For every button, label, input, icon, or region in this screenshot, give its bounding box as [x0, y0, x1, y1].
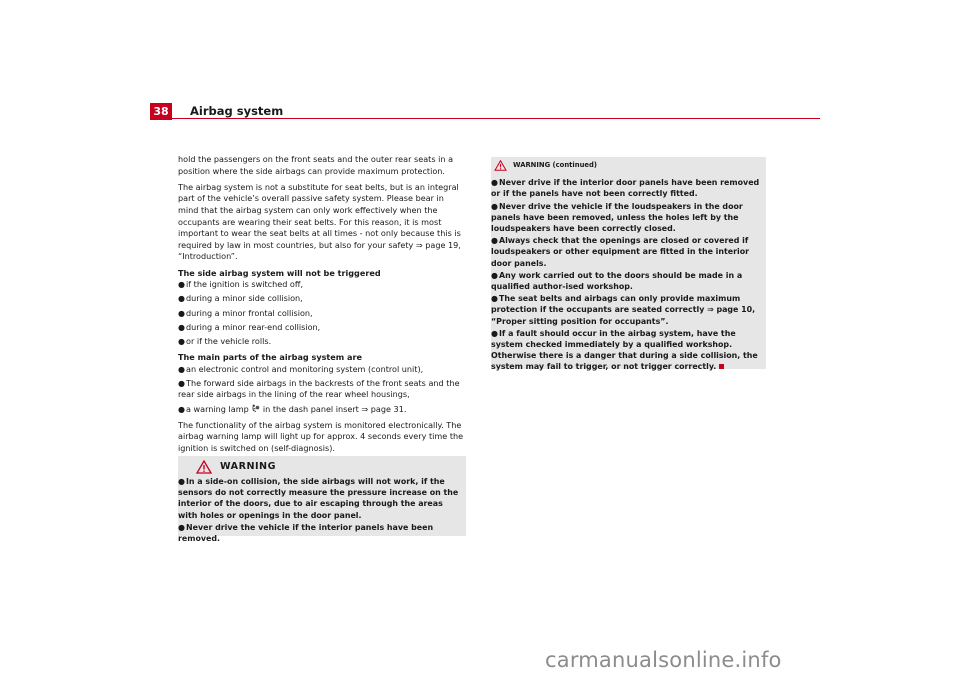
bullet-icon: ●	[491, 178, 498, 188]
warning-triangle-icon	[196, 460, 212, 474]
warning-continued-list	[491, 177, 766, 372]
left-column	[178, 154, 466, 459]
bullet-icon: ●	[491, 236, 498, 246]
self-diagnosis-paragraph: The functionality of the airbag system is monitored electronically. The airbag warning lamp will light up for approx. 4 seconds every time the ignition is switched on (self-diagnosis).	[178, 419, 464, 453]
warning-item: ●Never drive if the interior door panels have been removed or if the panels have not been correctly fitted.	[491, 178, 760, 199]
warning-item: ●If a fault should occur in the airbag system, have the system checked immediately by a qualified workshop. Otherwise there is a danger that during a side collision, the system may fail to trigger, or not trigger correctly.	[491, 328, 758, 372]
watermark-url: carmanualsonline.info	[545, 648, 782, 672]
header-rule	[150, 118, 820, 119]
warning-item: ●The seat belts and airbags can only provide maximum protection if the occupants are seated correctly ⇒ page 10, “Proper sitting position for occupants”.	[491, 294, 756, 326]
warning-item: ●Never drive the vehicle if the interior panels have been removed.	[178, 522, 434, 544]
warning-box	[178, 456, 466, 544]
list-item: ●during a minor rear-end collision,	[178, 321, 321, 332]
bullet-icon: ●	[178, 336, 185, 346]
warning-triangle-icon	[494, 160, 507, 171]
list-item: ●during a minor side collision,	[178, 293, 303, 304]
bullet-icon: ●	[178, 378, 185, 388]
bullet-icon: ●	[491, 270, 498, 280]
seatbelt-paragraph: The airbag system is not a substitute for seat belts, but is an integral part of the vehicle’s overall passive safety system. Please bear in mind that the airbag system can only work effectively when the occupants are wearing their seat belts. For this reason, it is most important to wear the seat belts at all times - not only because this is required by law in most countries, but also for your safety ⇒ page 19, “Introduction”.	[178, 181, 461, 262]
bullet-icon: ●	[178, 294, 185, 304]
warning-item: ●Never drive the vehicle if the loudspeakers in the door panels have been removed, unless the holes left by the loudspeakers have been correctly closed.	[491, 201, 743, 234]
intro-paragraph: hold the passengers on the front seats and the outer rear seats in a position where the side airbags can provide maximum protection.	[178, 154, 454, 176]
warning-item: ●Always check that the openings are closed or covered if loudspeakers or other equipment are fitted in the interior door panels.	[491, 236, 750, 268]
list-item: ●an electronic control and monitoring system (control unit),	[178, 363, 424, 374]
list-item: ●a warning lamp in the dash panel insert ⇒ page 31.	[178, 403, 407, 414]
bullet-icon: ●	[178, 280, 185, 290]
bullet-icon: ●	[491, 328, 498, 338]
warning-item: ●In a side-on collision, the side airbags will not work, if the sensors do not correctly measure the pressure increase on the interior of the doors, due to air escaping through the areas with holes or openings in the door panel.	[178, 477, 459, 520]
page-title: Airbag system	[190, 104, 284, 118]
bullet-icon: ●	[178, 404, 185, 414]
bullet-icon: ●	[178, 364, 185, 374]
warning-header	[196, 460, 466, 474]
warning-continued-header	[494, 160, 766, 171]
main-parts-heading: The main parts of the airbag system are	[178, 352, 362, 363]
not-triggered-list	[178, 279, 466, 347]
warning-title: WARNING	[220, 461, 276, 473]
not-triggered-heading: The side airbag system will not be triggered	[178, 267, 381, 278]
bullet-icon: ●	[178, 522, 185, 532]
list-item: ●The forward side airbags in the backrests of the front seats and the rear side airbags in the lining of the rear wheel housings,	[178, 377, 460, 400]
section-end-marker	[719, 364, 724, 369]
main-parts-list	[178, 364, 466, 416]
list-item: ●or if the vehicle rolls.	[178, 335, 272, 346]
list-item: ●during a minor frontal collision,	[178, 307, 313, 318]
bullet-icon: ●	[491, 201, 498, 211]
warning-continued-title: WARNING (continued)	[513, 161, 598, 169]
airbag-warning-lamp-icon	[251, 404, 260, 413]
page-number: 38	[150, 103, 172, 120]
warning-list	[178, 476, 466, 544]
bullet-icon: ●	[178, 308, 185, 318]
bullet-icon: ●	[178, 477, 185, 486]
warning-continued-box	[491, 157, 766, 372]
list-item: ●if the ignition is switched off,	[178, 279, 304, 290]
warning-item: ●Any work carried out to the doors should be made in a qualified author-ised workshop.	[491, 270, 743, 292]
bullet-icon: ●	[491, 294, 498, 304]
bullet-icon: ●	[178, 322, 185, 332]
